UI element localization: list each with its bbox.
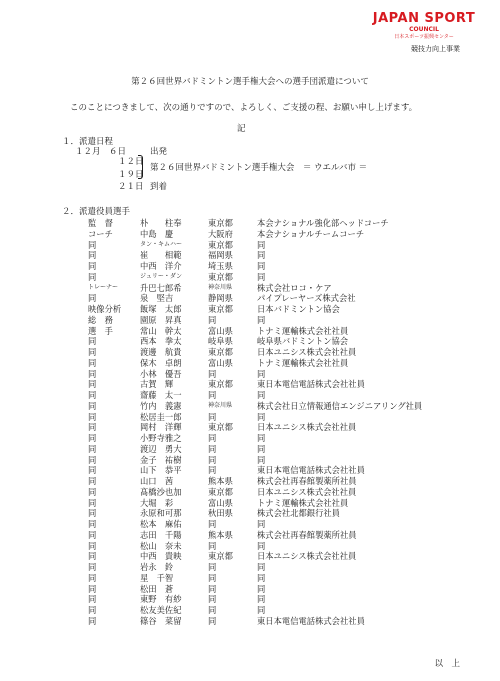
member-row xyxy=(0,444,500,455)
member-row xyxy=(0,390,500,401)
member-role: 同 xyxy=(88,422,97,433)
member-row xyxy=(0,336,500,347)
member-organization: 同 xyxy=(257,562,266,572)
member-role: 同 xyxy=(88,551,97,562)
member-name: 志田 千陽 xyxy=(140,529,182,540)
member-organization: 同 xyxy=(257,411,266,422)
member-role: 同 xyxy=(88,594,97,605)
member-role: 同 xyxy=(88,336,97,347)
arrive-label: 到着 xyxy=(150,182,168,192)
member-role: コーチ xyxy=(88,228,113,239)
member-role: 映像分析 xyxy=(88,304,122,314)
closing-mark: 以 上 xyxy=(434,659,460,669)
range-start: １２日 xyxy=(118,157,144,167)
member-prefecture: 東京都 xyxy=(208,347,233,357)
member-name: 保木 卓朗 xyxy=(140,357,182,368)
member-role: 同 xyxy=(88,562,97,572)
member-row xyxy=(0,498,500,509)
member-row xyxy=(0,551,500,562)
member-row xyxy=(0,229,500,240)
member-organization: トナミ運輸株式会社社員 xyxy=(257,497,349,508)
member-prefecture: 同 xyxy=(208,605,217,615)
member-row xyxy=(0,250,500,261)
member-prefecture: 同 xyxy=(208,465,217,476)
member-prefecture: 静岡県 xyxy=(208,293,233,304)
member-row xyxy=(0,401,500,412)
date-bracket xyxy=(138,155,143,179)
member-organization: 日本ユニシス株式会社社員 xyxy=(257,422,357,433)
member-name: 常山 幹太 xyxy=(140,325,182,336)
member-organization: 株式会社再春館製薬所社員 xyxy=(257,529,357,540)
member-organization: 同 xyxy=(257,594,266,605)
member-organization: 株式会社再春館製薬所社員 xyxy=(257,476,357,486)
logo-main-text: JAPAN SPORT xyxy=(372,11,476,26)
member-prefecture: 大阪府 xyxy=(208,228,233,239)
member-prefecture: 同 xyxy=(208,562,217,572)
member-row xyxy=(0,261,500,272)
member-name: 金子 祐樹 xyxy=(140,454,182,465)
member-role: 同 xyxy=(88,443,97,454)
member-role: 選 手 xyxy=(88,325,113,336)
member-name: 松田 蒼 xyxy=(140,583,174,594)
intro-text: このことにつきまして、次の通りですので、よろしく、ご支援の程、お願い申し上げます。 xyxy=(70,103,418,113)
member-row xyxy=(0,573,500,584)
member-organization: 本会ナショナル強化部ヘッドコーチ xyxy=(257,218,389,228)
member-organization: 同 xyxy=(257,519,266,529)
member-name: 岩永 鈴 xyxy=(140,562,174,572)
member-row xyxy=(0,293,500,304)
member-name: 升巴七郎希 xyxy=(140,282,182,293)
member-row xyxy=(0,315,500,326)
member-row xyxy=(0,541,500,552)
section1-heading: １．派遣日程 xyxy=(62,137,114,147)
member-name: 飯塚 太郎 xyxy=(140,304,182,314)
member-prefecture: 岐阜県 xyxy=(208,336,233,347)
member-row xyxy=(0,487,500,498)
member-organization: 同 xyxy=(257,583,266,594)
member-name: 中西 貴映 xyxy=(140,551,182,562)
member-role: 同 xyxy=(88,465,97,476)
member-organization: 同 xyxy=(257,572,266,583)
member-organization: 同 xyxy=(257,239,266,250)
member-prefecture: 同 xyxy=(208,411,217,422)
member-row xyxy=(0,240,500,251)
member-name: 齋藤 太一 xyxy=(140,390,182,400)
member-prefecture: 同 xyxy=(208,540,217,551)
member-prefecture: 富山県 xyxy=(208,497,233,508)
member-role: 同 xyxy=(88,508,97,519)
member-name: 中西 洋介 xyxy=(140,261,182,271)
member-name: 星 千智 xyxy=(140,572,174,583)
member-organization: 同 xyxy=(257,271,266,282)
member-organization: 同 xyxy=(257,314,266,325)
member-prefecture: 福岡県 xyxy=(208,250,233,261)
member-prefecture: 同 xyxy=(208,594,217,605)
member-prefecture: 神奈川県 xyxy=(208,401,233,409)
depart-date: １２月 ６日 xyxy=(75,147,127,157)
member-prefecture: 東京都 xyxy=(208,422,233,433)
document-title: 第２６回世界バドミントン選手権大会への選手団派遣について xyxy=(131,77,369,87)
member-prefecture: 同 xyxy=(208,583,217,594)
member-organization: 同 xyxy=(257,390,266,400)
member-row xyxy=(0,594,500,605)
member-row xyxy=(0,433,500,444)
member-prefecture: 同 xyxy=(208,390,217,400)
member-organization: パイプレーヤーズ株式会社 xyxy=(257,293,356,304)
member-organization: 同 xyxy=(257,605,266,615)
member-organization: トナミ運輸株式会社社員 xyxy=(257,357,349,368)
member-name: 渡辺 勇大 xyxy=(140,443,182,454)
member-row xyxy=(0,476,500,487)
member-name: 篠谷 菜留 xyxy=(140,615,182,626)
member-row xyxy=(0,455,500,466)
member-prefecture: 東京都 xyxy=(208,551,233,562)
member-role: 同 xyxy=(88,454,97,465)
member-prefecture: 同 xyxy=(208,314,217,325)
member-prefecture: 同 xyxy=(208,519,217,529)
member-organization: 同 xyxy=(257,433,266,443)
member-organization: 東日本電信電話株式会社社員 xyxy=(257,615,365,626)
member-role: 同 xyxy=(88,433,97,443)
member-row xyxy=(0,422,500,433)
member-list xyxy=(0,218,500,627)
member-name: 松本 麻佑 xyxy=(140,519,182,529)
member-prefecture: 同 xyxy=(208,443,217,454)
member-row xyxy=(0,304,500,315)
member-name: 小野寺雅之 xyxy=(140,433,182,443)
member-role: 同 xyxy=(88,583,97,594)
member-prefecture: 神奈川県 xyxy=(208,283,233,291)
member-role: 同 xyxy=(88,540,97,551)
event-name: 第２６回世界バドミントン選手権大会 ＝ ウエルバ市 ＝ xyxy=(150,163,368,173)
member-organization: 日本ユニシス株式会社社員 xyxy=(257,347,357,357)
member-organization: 日本ユニシス株式会社社員 xyxy=(257,486,357,497)
member-row xyxy=(0,358,500,369)
member-role: 同 xyxy=(88,486,97,497)
member-role: 同 xyxy=(88,261,97,271)
member-row xyxy=(0,347,500,358)
member-name: 朴 柱奉 xyxy=(140,218,182,228)
member-role: 同 xyxy=(88,347,97,357)
member-organization: 同 xyxy=(257,368,266,379)
member-organization: 日本ユニシス株式会社社員 xyxy=(257,551,357,562)
member-name: 山口 茜 xyxy=(140,476,174,486)
member-organization: 同 xyxy=(257,250,266,261)
member-organization: 株式会社ロコ・ケア xyxy=(257,282,332,293)
member-prefecture: 同 xyxy=(208,454,217,465)
member-prefecture: 東京都 xyxy=(208,379,233,390)
member-row xyxy=(0,605,500,616)
member-row xyxy=(0,326,500,337)
ki-marker: 記 xyxy=(237,124,246,134)
member-role: 同 xyxy=(88,390,97,400)
member-organization: 日本バドミントン協会 xyxy=(257,304,340,314)
member-row xyxy=(0,530,500,541)
member-role: 同 xyxy=(88,271,97,282)
member-name: 松居圭一郎 xyxy=(140,411,182,422)
member-prefecture: 埼玉県 xyxy=(208,261,233,271)
member-prefecture: 東京都 xyxy=(208,218,233,228)
member-organization: 同 xyxy=(257,540,266,551)
member-name: 古賀 輝 xyxy=(140,379,174,390)
member-prefecture: 富山県 xyxy=(208,325,233,336)
member-organization: 東日本電信電話株式会社社員 xyxy=(257,379,365,390)
member-name: ジュリー・ダン xyxy=(140,272,182,280)
member-role: 同 xyxy=(88,605,97,615)
member-organization: トナミ運輸株式会社社員 xyxy=(257,325,349,336)
logo-sub-text: COUNCIL xyxy=(409,26,439,33)
member-row xyxy=(0,283,500,294)
member-name: 西本 拳太 xyxy=(140,336,182,347)
member-prefecture: 熊本県 xyxy=(208,476,233,486)
member-role: 監 督 xyxy=(88,218,113,228)
member-organization: 同 xyxy=(257,443,266,454)
member-role: 同 xyxy=(88,615,97,626)
member-row xyxy=(0,584,500,595)
member-name: 髙橋沙也加 xyxy=(140,486,182,497)
member-row xyxy=(0,369,500,380)
member-organization: 東日本電信電話株式会社社員 xyxy=(257,465,365,476)
member-role: 同 xyxy=(88,497,97,508)
member-organization: 株式会社日立情報通信エンジニアリング社員 xyxy=(257,400,423,411)
member-row xyxy=(0,412,500,423)
member-prefecture: 熊本県 xyxy=(208,529,233,540)
member-prefecture: 同 xyxy=(208,433,217,443)
department-label: 競技力向上事業 xyxy=(411,45,460,53)
member-role: 同 xyxy=(88,476,97,486)
logo-japanese-text: 日本スポーツ振興センター xyxy=(394,34,454,40)
member-name: 園原 昇真 xyxy=(140,314,182,325)
member-role: 同 xyxy=(88,293,97,304)
member-organization: 同 xyxy=(257,261,266,271)
member-row xyxy=(0,519,500,530)
member-role: 同 xyxy=(88,239,97,250)
member-role: 同 xyxy=(88,379,97,390)
member-name: 泉 堅吉 xyxy=(140,293,174,304)
member-prefecture: 秋田県 xyxy=(208,508,233,519)
member-row xyxy=(0,616,500,627)
member-row xyxy=(0,379,500,390)
member-name: 松友美佐紀 xyxy=(140,605,182,615)
member-name: 中島 慶 xyxy=(140,228,174,239)
member-organization: 株式会社北都銀行社員 xyxy=(257,508,340,519)
member-name: 渡邊 航貴 xyxy=(140,347,182,357)
member-prefecture: 東京都 xyxy=(208,304,233,314)
member-name: 岡村 洋輝 xyxy=(140,422,182,433)
member-role: 同 xyxy=(88,250,97,261)
member-role: 同 xyxy=(88,357,97,368)
member-organization: 本会ナショナルチームコーチ xyxy=(257,228,365,239)
member-row xyxy=(0,562,500,573)
member-role: 同 xyxy=(88,519,97,529)
member-prefecture: 東京都 xyxy=(208,486,233,497)
member-row xyxy=(0,465,500,476)
member-name: 竹内 義憲 xyxy=(140,400,182,411)
member-role: トレーナー xyxy=(88,283,119,291)
member-prefecture: 同 xyxy=(208,615,217,626)
member-role: 同 xyxy=(88,411,97,422)
member-prefecture: 東京都 xyxy=(208,271,233,282)
member-role: 同 xyxy=(88,529,97,540)
member-organization: 同 xyxy=(257,454,266,465)
member-organization: 岐阜県バドミントン協会 xyxy=(257,336,349,347)
jsc-logo xyxy=(364,12,484,41)
member-name: 東野 有紗 xyxy=(140,594,182,605)
arrive-date: ２１日 xyxy=(118,182,144,192)
member-role: 同 xyxy=(88,368,97,379)
member-name: 山下 恭平 xyxy=(140,465,182,476)
member-prefecture: 東京都 xyxy=(208,239,233,250)
member-name: 小林 優吾 xyxy=(140,368,182,379)
member-role: 同 xyxy=(88,400,97,411)
member-name: 永原和可那 xyxy=(140,508,182,519)
member-prefecture: 同 xyxy=(208,572,217,583)
member-name: 崔 相範 xyxy=(140,250,182,261)
member-row xyxy=(0,272,500,283)
member-name: タン・キムハー xyxy=(140,240,182,248)
member-row xyxy=(0,508,500,519)
depart-label: 出発 xyxy=(150,147,168,157)
section2-heading: ２．派遣役員選手 xyxy=(62,207,131,217)
member-role: 総 務 xyxy=(88,314,113,325)
range-end: １９日 xyxy=(118,170,144,180)
member-prefecture: 同 xyxy=(208,368,217,379)
member-prefecture: 富山県 xyxy=(208,357,233,368)
member-name: 松山 奈未 xyxy=(140,540,182,551)
member-row xyxy=(0,218,500,229)
member-role: 同 xyxy=(88,572,97,583)
member-name: 大堀 彩 xyxy=(140,497,174,508)
